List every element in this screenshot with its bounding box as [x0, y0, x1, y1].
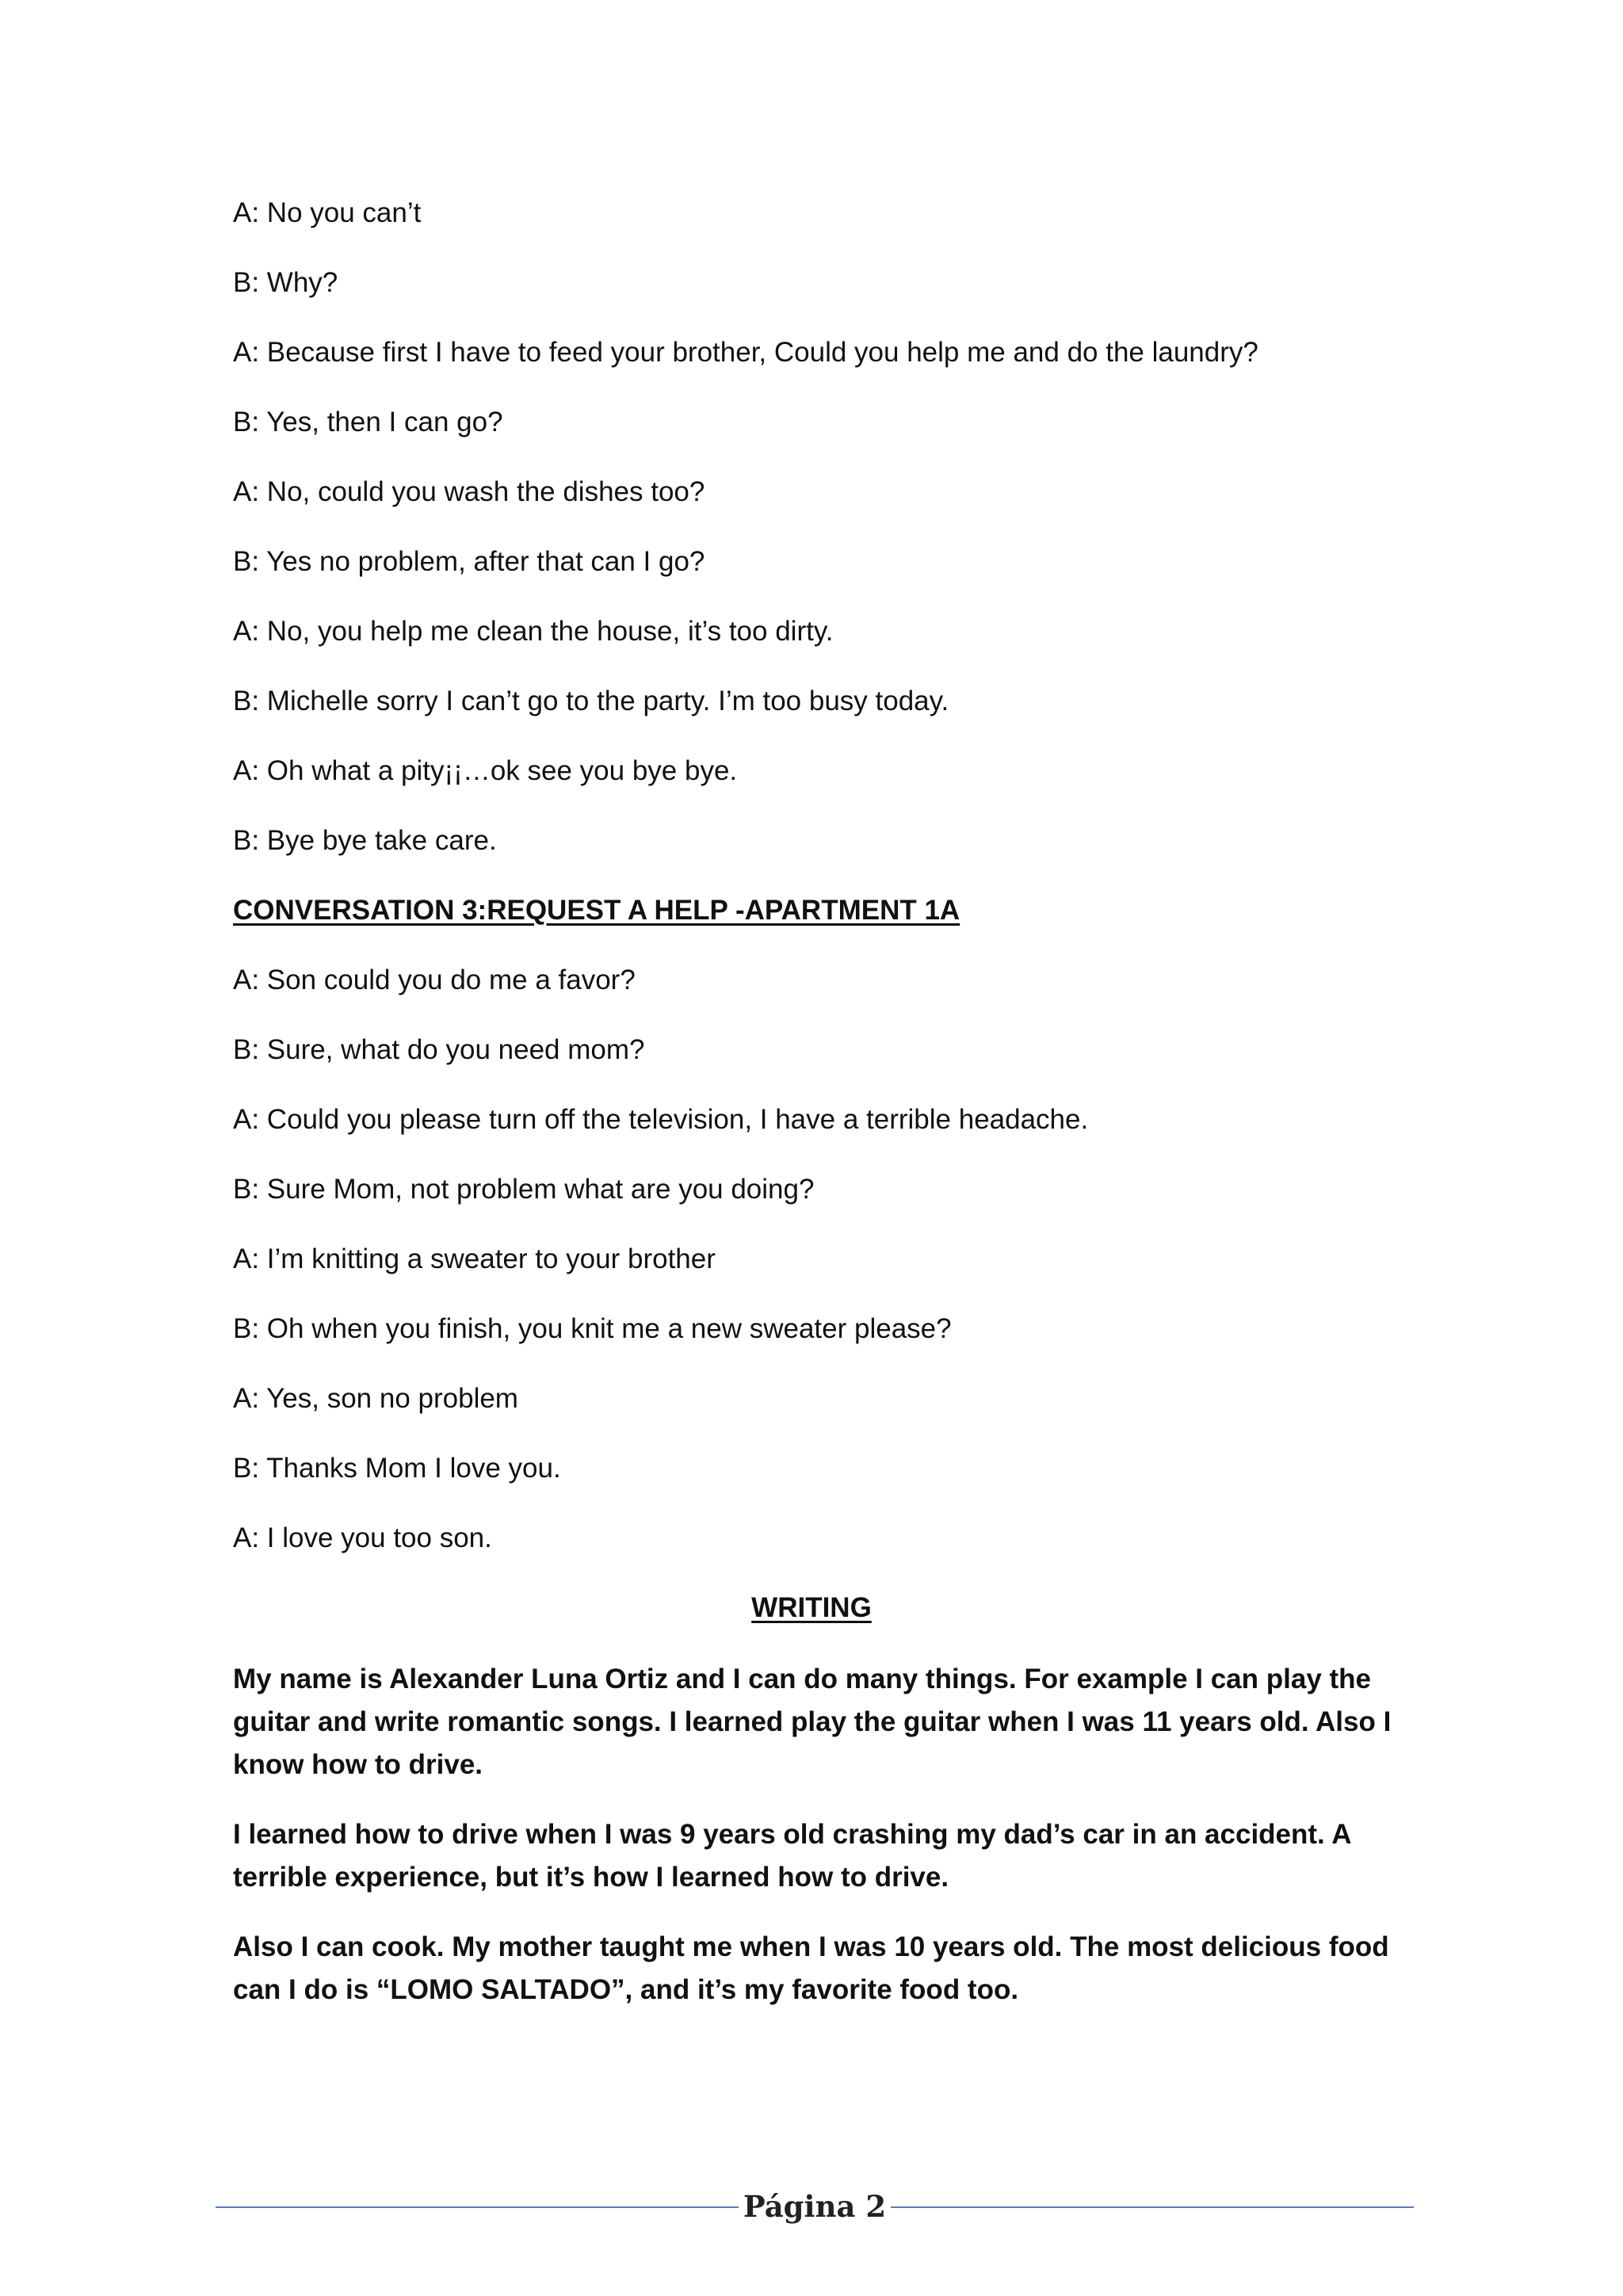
dialogue-line: A: I’m knitting a sweater to your brother [233, 1244, 716, 1274]
dialogue-line: B: Thanks Mom I love you. [233, 1453, 561, 1484]
dialogue-line: A: No, you help me clean the house, it’s too dirty. [233, 616, 834, 647]
dialogue-line: A: Son could you do me a favor? [233, 965, 636, 995]
dialogue-line: A: No you can’t [233, 197, 422, 228]
dialogue-line: A: I love you too son. [233, 1522, 492, 1553]
dialogue-line: A: Because first I have to feed your brother, Could you help me and do the laundry? [233, 337, 1258, 368]
page-number: Página 2 [743, 2189, 887, 2224]
dialogue-line: B: Sure, what do you need mom? [233, 1034, 645, 1065]
dialogue-line: B: Yes no problem, after that can I go? [233, 546, 705, 577]
footer-rule-left [216, 2206, 739, 2208]
dialogue-line: B: Sure Mom, not problem what are you doing? [233, 1174, 815, 1205]
writing-paragraph: My name is Alexander Luna Ortiz and I can do many things. For example I can play the guitar and write romantic songs. I learned play the guitar when I was 11 years old. Also I know how to drive. [233, 1664, 1392, 1780]
dialogue-line: B: Bye bye take care. [233, 825, 497, 856]
dialogue-line: A: Yes, son no problem [233, 1383, 518, 1414]
dialogue-line: A: No, could you wash the dishes too? [233, 476, 705, 507]
writing-paragraph: I learned how to drive when I was 9 years old crashing my dad’s car in an accident. A terrible experience, but it’s how I learned how to drive. [233, 1819, 1351, 1893]
footer-rule-right [891, 2206, 1414, 2208]
dialogue-line: B: Oh when you finish, you knit me a new sweater please? [233, 1313, 952, 1344]
dialogue-line: B: Why? [233, 267, 338, 298]
dialogue-line: B: Yes, then I can go? [233, 407, 503, 437]
writing-title: WRITING [751, 1592, 872, 1623]
dialogue-line: A: Oh what a pity¡¡…ok see you bye bye. [233, 755, 738, 786]
writing-paragraph: Also I can cook. My mother taught me when I was 10 years old. The most delicious food can I do is “LOMO SALTADO”, and it’s my favorite food too. [233, 1931, 1389, 2005]
conversation-3-heading: CONVERSATION 3:REQUEST A HELP -APARTMENT 1A [233, 895, 960, 926]
dialogue-line: B: Michelle sorry I can’t go to the party. I’m too busy today. [233, 686, 949, 716]
dialogue-line: A: Could you please turn off the television, I have a terrible headache. [233, 1104, 1089, 1135]
